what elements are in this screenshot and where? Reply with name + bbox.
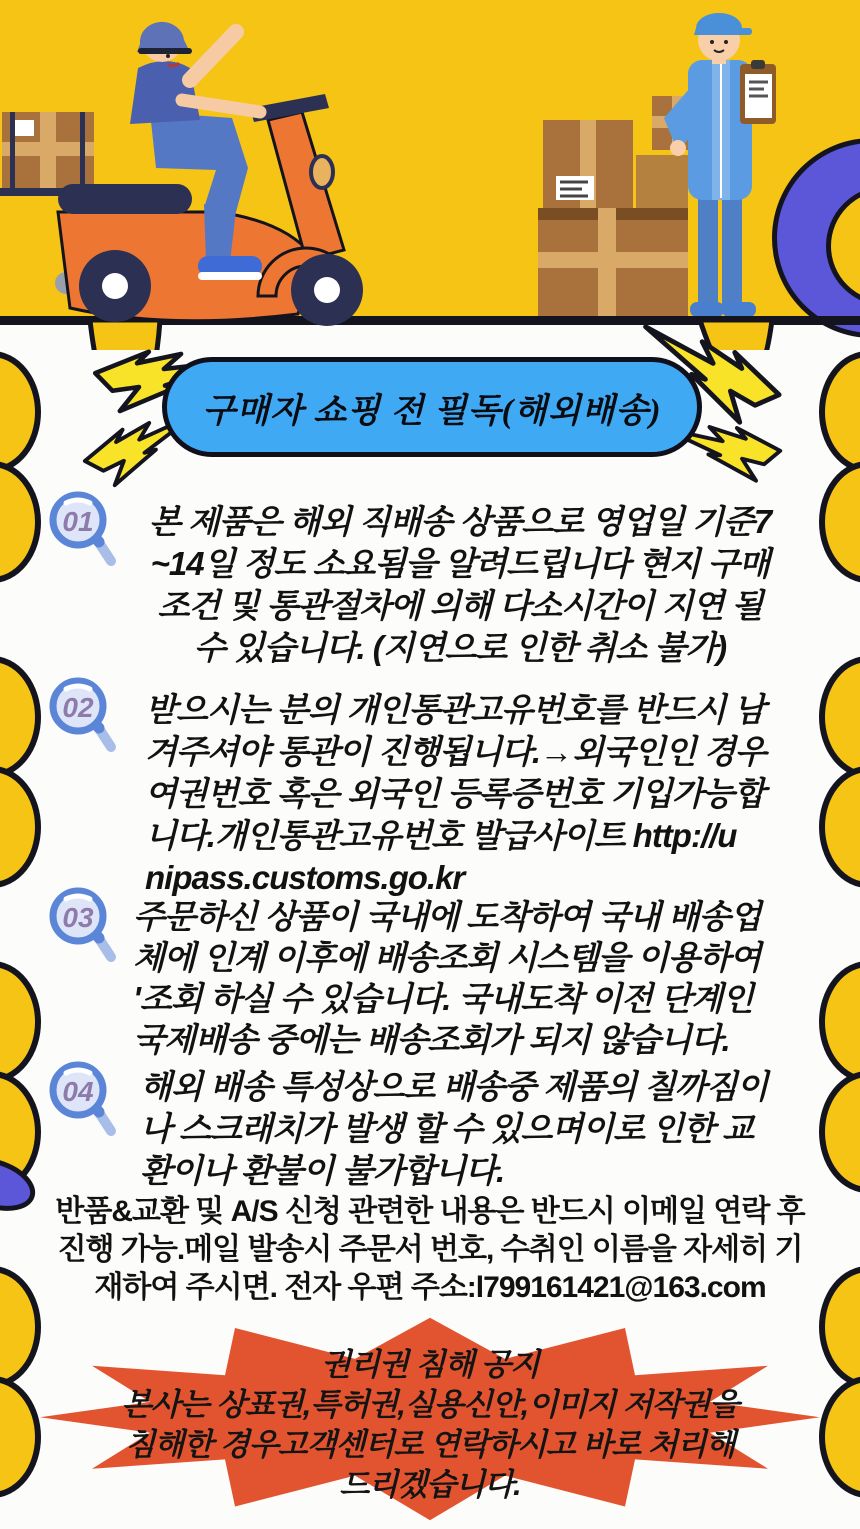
- text-line: 침해한 경우고객센터로 연락하시고 바로 처리해: [125, 1427, 735, 1462]
- text-line: 겨주셔야 통관이 진행됩니다.→외국인인 경우: [145, 733, 766, 770]
- text-line: 환이나 환불이 불가합니다.: [140, 1152, 505, 1189]
- clipboard-icon: [740, 60, 776, 124]
- magnifier-02-icon: [48, 676, 118, 756]
- text-line: ~14일 정도 소요됨을 알려드립니다 현지 구매: [150, 545, 770, 582]
- text-line: nipass.customs.go.kr: [145, 859, 465, 896]
- notice-item-01-text: [110, 501, 810, 669]
- text-line: 본 제품은 해외 직배송 상품으로 영업일 기준7: [148, 503, 772, 540]
- notice-item-03-text: [133, 896, 833, 1060]
- svg-text:04: 04: [62, 1076, 94, 1107]
- text-line: 수 있습니다. (지연으로 인한 취소 불가): [193, 629, 727, 666]
- text-line: 드리겠습니다.: [339, 1467, 521, 1502]
- header-illustration: [0, 0, 860, 350]
- text-line: '조회 하실 수 있습니다. 국내도착 이전 단계인: [133, 980, 753, 1017]
- notice-item-02-text: [145, 689, 835, 899]
- magnifier-03-icon: [48, 886, 118, 966]
- notice-item-04-text: [140, 1066, 840, 1192]
- svg-text:01: 01: [62, 506, 94, 537]
- text-line: 진행 가능.메일 발송시 주문서 번호, 수취인 이름을 자세히 기: [57, 1233, 803, 1266]
- svg-text:02: 02: [62, 692, 94, 723]
- text-line: 해외 배송 특성상으로 배송중 제품의 칠까짐이: [140, 1068, 768, 1105]
- text-line: 나 스크래치가 발생 할 수 있으며이로 인한 교: [140, 1110, 753, 1147]
- text-line: 반품&교환 및 A/S 신청 관련한 내용은 반드시 이메일 연락 후: [55, 1195, 805, 1228]
- text-line: 니다.개인통관고유번호 발급사이트 http://u: [145, 817, 737, 854]
- banner-title: 구매자 쇼핑 전 필독(해외배송): [202, 392, 662, 430]
- notice-banner: [162, 357, 702, 457]
- text-line: 본사는 상표권,특허권,실용신안,이미지 저작권을: [121, 1387, 739, 1422]
- text-line: 체에 인계 이후에 배송조회 시스템을 이용하여: [133, 939, 761, 976]
- magnifier-04-icon: [48, 1060, 118, 1140]
- text-line: 재하여 주시면. 전자 우편 주소:l799161421@163.com: [94, 1271, 766, 1304]
- text-line: 조건 및 통관절차에 의해 다소시간이 지연 될: [157, 587, 763, 624]
- text-line: 주문하신 상품이 국내에 도착하여 국내 배송업: [133, 898, 761, 935]
- text-line: 받으시는 분의 개인통관고유번호를 반드시 남: [145, 691, 765, 728]
- svg-text:03: 03: [62, 902, 94, 933]
- text-line: 국제배송 중에는 배송조회가 되지 않습니다.: [133, 1021, 730, 1058]
- footer-note: [10, 1193, 850, 1307]
- magnifier-01-icon: [48, 490, 118, 570]
- text-line: 여권번호 혹은 외국인 등록증번호 기입가능합: [145, 775, 765, 812]
- text-line: 권리권 침해 공지: [321, 1347, 539, 1382]
- rights-notice-text: [30, 1345, 830, 1505]
